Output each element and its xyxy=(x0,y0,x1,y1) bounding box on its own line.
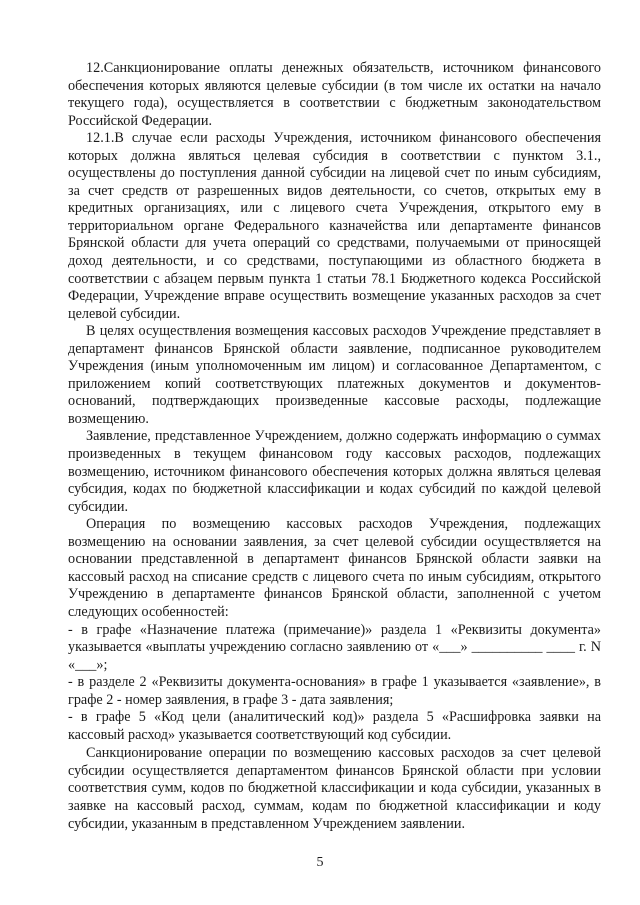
paragraph-closing-sanctioning: Санкционирование операции по возмещению кассовых расходов за счет целевой субсидии осуществляется департаментом финансов Брянской области при условии соответствия сумм, кодов по бюджетной классификации и кода субсидии, указанных в заявке на кассовый расход, суммам, кодам по бюджетной классификации и коду субсидии, указанным в представленном Учреждением заявлении. xyxy=(68,745,601,832)
paragraph-sanctioning: 12.Санкционирование оплаты денежных обязательств, источником финансового обеспечения которых являются целевые субсидии (в том числе их остатки на начало текущего года), осуществляется в соответствии с бюджетным законодательством Российской Федерации. xyxy=(68,60,601,129)
list-item-payment-purpose: - в графе «Назначение платежа (примечание)» раздела 1 «Реквизиты документа» указывается «выплаты учреждению согласно заявлению от «___» __________ ____ г. N «___»; xyxy=(68,621,601,673)
paragraph-reimbursement-application: В целях осуществления возмещения кассовых расходов Учреждение представляет в департамент финансов Брянской области заявление, подписанное руководителем Учреждения (иным уполномоченным им лицом) и согласованное Департаментом, с приложением копий соответствующих платежных документов и документов-оснований, подтверждающих произведенные кассовые расходы, подлежащие возмещению. xyxy=(68,323,601,427)
list-item-purpose-code: - в графе 5 «Код цели (аналитический код)» раздела 5 «Расшифровка заявки на кассовый расход» указывается соответствующий код субсидии. xyxy=(68,709,601,743)
paragraph-12-1: 12.1.В случае если расходы Учреждения, источником финансового обеспечения которых должна являться целевая субсидия в соответствии с пунктом 3.1., осуществлены до поступления данной субсидии на лицевой счет по иным субсидиям, за счет средств от разрешенных видов деятельности, со счетов, открытых ему в кредитных организациях, или с лицевого счета Учреждения, открытого ему в территориальном органе Федерального казначейства или департаменте финансов Брянской области для учета операций со средствами, получаемыми от приносящей доход деятельности, и со средствами, поступающими из областного бюджета в соответствии с абзацем первым пункта 1 статьи 78.1 Бюджетного кодекса Российской Федерации, Учреждение вправе осуществить возмещение указанных расходов за счет целевой субсидии. xyxy=(68,130,601,322)
list-item-basis-document: - в разделе 2 «Реквизиты документа-основания» в графе 1 указывается «заявление», в графе 2 - номер заявления, в графе 3 - дата заявления; xyxy=(68,674,601,708)
paragraph-application-content: Заявление, представленное Учреждением, должно содержать информацию о суммах произведенных в текущем финансовом году кассовых расходов, подлежащих возмещению, источником финансового обеспечения которых должна являться целевая субсидия, кодах по бюджетной классификации и кодах субсидий по каждой целевой субсидии. xyxy=(68,428,601,515)
document-body xyxy=(68,60,601,833)
paragraph-reimbursement-operation: Операция по возмещению кассовых расходов Учреждения, подлежащих возмещению на основании заявления, за счет целевой субсидии осуществляется на основании представленной в департамент финансов Брянской области заявки на кассовый расход на списание средств с лицевого счета по иным субсидиям, открытого Учреждению в департаменте финансов Брянской области, заполненной с учетом следующих особенностей: xyxy=(68,516,601,620)
page-number: 5 xyxy=(316,855,324,870)
